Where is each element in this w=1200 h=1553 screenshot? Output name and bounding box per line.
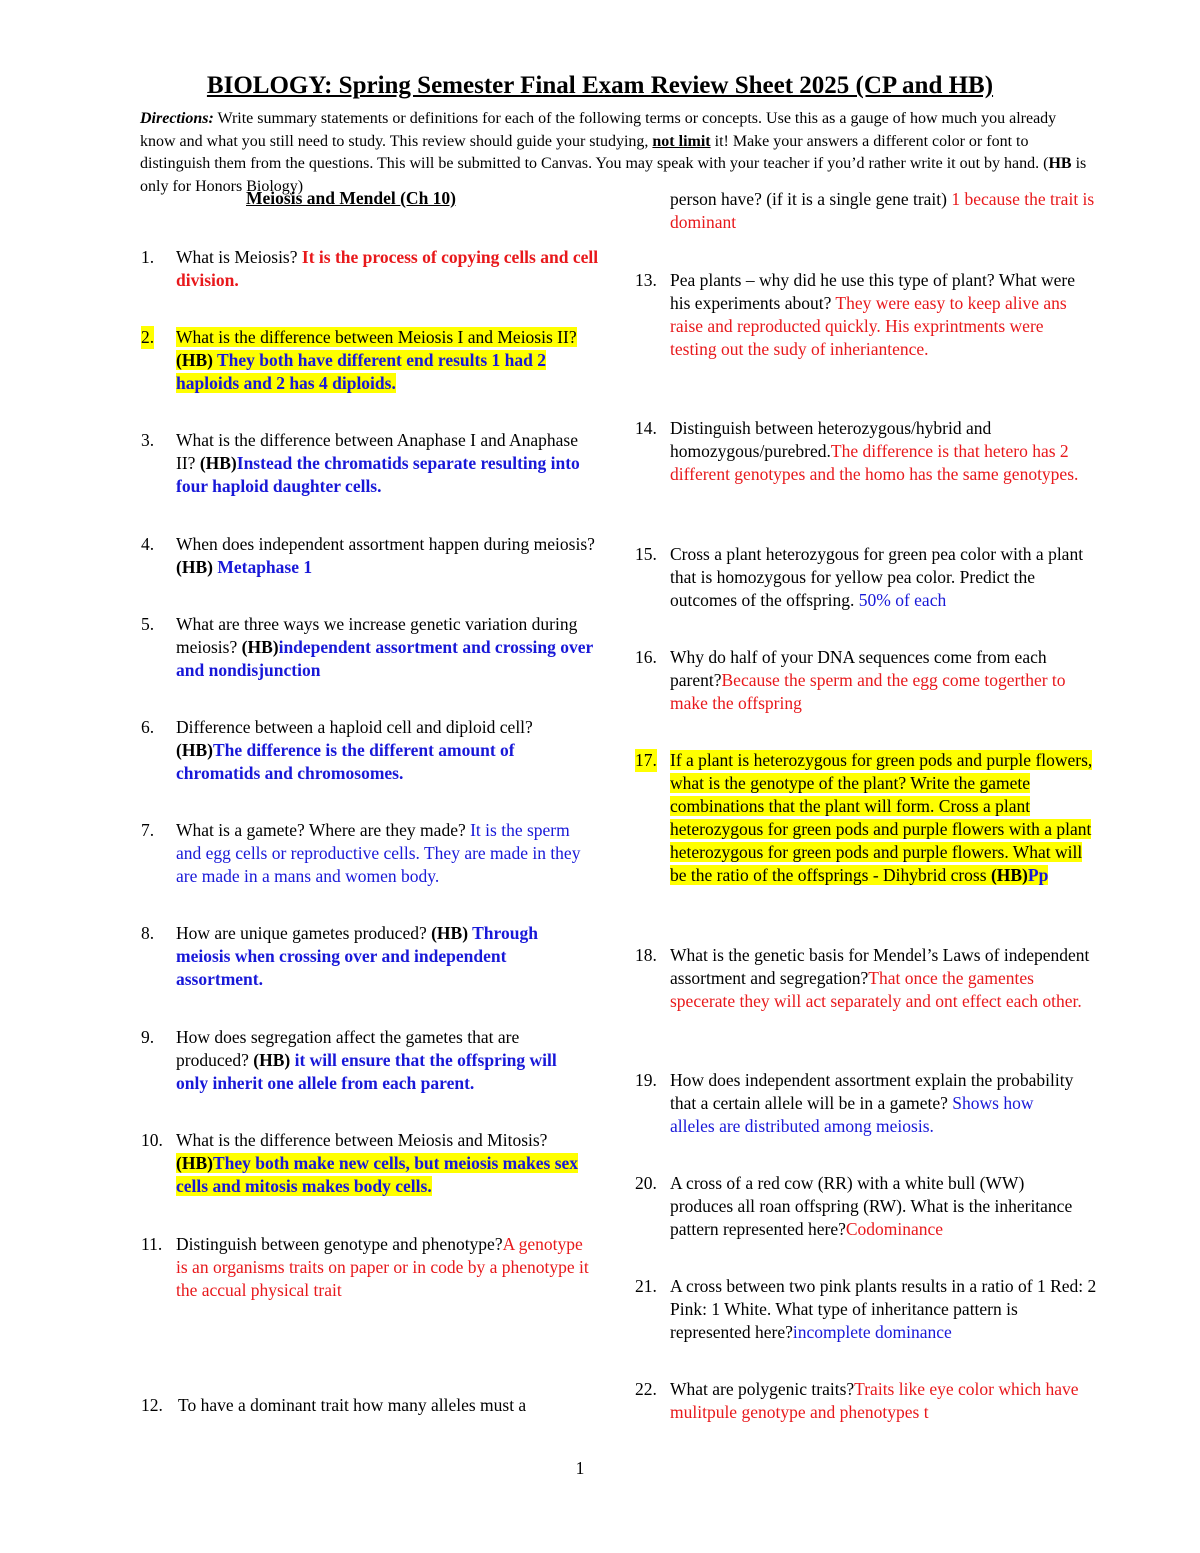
question-text: Pea plants – why did he use this type of plant? What were his experiments about? — [670, 270, 1075, 313]
question-text: Distinguish between genotype and phenotype? — [176, 1234, 503, 1254]
question-number: 4. — [141, 534, 155, 554]
question-text: A cross of a red cow (RR) with a white bull (WW) produces all roan offspring (RW). What is the inheritance pattern represented here? — [670, 1173, 1073, 1239]
question-number: 20. — [635, 1173, 657, 1193]
question-text: What is the difference between Meiosis and Mitosis? — [176, 1130, 548, 1150]
question-number: 17. — [635, 750, 657, 770]
hb-label: (HB) — [199, 453, 237, 473]
question-text: What is Meiosis? — [176, 247, 302, 267]
question-text: When does independent assortment happen during meiosis? — [176, 534, 595, 554]
answer-text: Codominance — [845, 1219, 944, 1239]
directions-label: Directions: — [140, 110, 214, 127]
answer-text: independent assortment and crossing over and nondisjunction — [176, 637, 593, 680]
hb-label: (HB) — [431, 923, 473, 943]
answer-text: The difference is the different amount of chromatids and chromosomes. — [176, 740, 515, 783]
question-number: 3. — [141, 430, 155, 450]
hb-label: (HB) — [253, 1050, 295, 1070]
directions-text-2: it! Make your answers a different color or font to distinguish them from the questions. This will be submitted to Canvas. You may speak with your teacher if you’d rather write it out by hand. ( — [140, 132, 1049, 172]
question-text: Distinguish between heterozygous/hybrid and homozygous/purebred. — [670, 418, 992, 461]
question-text: How does independent assortment explain the probability that a certain allele will be in a gamete? — [670, 1070, 1074, 1113]
answer-text: It is the sperm and egg cells or reproductive cells. They are made in they are made in a mans and women body. — [176, 820, 581, 886]
answer-text: A genotype is an organisms traits on paper or in code by a phenotype it the accual physical trait — [176, 1234, 589, 1300]
hb-label: (HB) — [176, 350, 217, 370]
document-title: BIOLOGY: Spring Semester Final Exam Review Sheet 2025 (CP and HB) — [206, 72, 994, 99]
question-number: 10. — [141, 1130, 163, 1150]
question-number: 18. — [635, 945, 657, 965]
answer-text: They were easy to keep alive ans raise and reproducted quickly. His exprintments were testing out the sudy of inheriantence. — [670, 293, 1067, 359]
section-heading: Meiosis and Mendel (Ch 10) — [246, 188, 456, 208]
question-text: What are three ways we increase genetic variation during meiosis? — [176, 614, 578, 657]
directions-text-1: Write summary statements or definitions for each of the following terms or concepts. Use this as a gauge of how much you already know and what you still need to study. This review should guide your studying, — [140, 110, 1057, 150]
answer-text: They both have different end results 1 had 2 haploids and 2 has 4 diploids. — [176, 350, 546, 393]
hb-label: (HB) — [176, 740, 213, 760]
question-number: 6. — [141, 717, 155, 737]
question-number: 13. — [635, 270, 657, 290]
question-number: 21. — [635, 1276, 657, 1296]
question-number: 15. — [635, 544, 657, 564]
question-number: 14. — [635, 418, 657, 438]
question-text: Cross a plant heterozygous for green pea color with a plant that is homozygous for yellow pea color. Predict the outcomes of the offspring. — [670, 544, 1084, 610]
question-number: 1. — [141, 247, 155, 267]
question-text: What is the difference between Anaphase I and Anaphase II? — [176, 430, 579, 473]
question-text: How does segregation affect the gametes that are produced? — [176, 1027, 520, 1070]
answer-text: Instead the chromatids separate resulting into four haploid daughter cells. — [176, 453, 580, 496]
answer-text: incomplete dominance — [792, 1322, 952, 1342]
hb-abbrev: HB — [1048, 155, 1072, 172]
answer-text: The difference is that hetero has 2 different genotypes and the homo has the same genotypes. — [670, 441, 1079, 484]
answer-text: It is the process of copying cells and cell division. — [176, 247, 599, 290]
answer-text: Through meiosis when crossing over and independent assortment. — [176, 923, 538, 989]
directions-text-3: is only for Honors Biology) — [140, 155, 1087, 195]
question-number: 5. — [141, 614, 155, 634]
hb-label: (HB) — [990, 865, 1028, 885]
question-number: 2. — [141, 327, 155, 347]
answer-text: Traits like eye color which have mulitpule genotype and phenotypes t — [670, 1379, 1079, 1422]
page-number: 1 — [575, 1458, 585, 1478]
question-number: 9. — [141, 1027, 155, 1047]
question-text: Why do half of your DNA sequences come from each parent? — [670, 647, 1047, 690]
hb-label: (HB) — [176, 557, 218, 577]
question-number: 16. — [635, 647, 657, 667]
question-text: What is a gamete? Where are they made? — [176, 820, 471, 840]
question-number: 12. — [141, 1395, 163, 1415]
question-text: What is the difference between Meiosis I and Meiosis II? — [176, 327, 577, 347]
question-number: 11. — [141, 1234, 163, 1254]
hb-label: (HB) — [241, 637, 279, 657]
answer-text: That once the gamentes specerate they will act separately and ont effect each other. — [670, 968, 1082, 1011]
hb-label: (HB) — [176, 1153, 213, 1173]
directions-paragraph — [140, 108, 1090, 198]
answer-text: Shows how alleles are distributed among meiosis. — [670, 1093, 1034, 1136]
answer-text: it will ensure that the offspring will only inherit one allele from each parent. — [176, 1050, 557, 1093]
not-limit-emphasis: not limit — [652, 132, 711, 150]
answer-text: Pp — [1027, 865, 1049, 885]
answer-text: 1 because the trait is dominant — [670, 189, 1095, 232]
question-12-continued: person have? (if it is a single gene trait) 1 because the trait is dominant — [670, 189, 1095, 232]
answer-text: 50% of each — [858, 590, 947, 610]
question-text: If a plant is heterozygous for green pods and purple flowers, what is the genotype of the plant? Write the gamete combinations that the plant will form. Cross a plant heterozygous for green pods and purple flowers with a plant heterozygous for green pods and purple flowers. What will be the ratio of the offsprings - Dihybrid cross — [670, 750, 1093, 885]
question-number: 22. — [635, 1379, 657, 1399]
answer-text: They both make new cells, but meiosis makes sex cells and mitosis makes body cells. — [176, 1153, 579, 1196]
question-text: What is the genetic basis for Mendel’s Laws of independent assortment and segregation? — [670, 945, 1090, 988]
answer-text: Because the sperm and the egg come togerther to make the offspring — [670, 670, 1066, 713]
question-text: How are unique gametes produced? — [176, 923, 432, 943]
question-number: 19. — [635, 1070, 657, 1090]
question-text: What are polygenic traits? — [670, 1379, 855, 1399]
question-number: 8. — [141, 923, 155, 943]
question-number: 7. — [141, 820, 155, 840]
answer-text: Metaphase 1 — [217, 557, 313, 577]
question-text: A cross between two pink plants results in a ratio of 1 Red: 2 Pink: 1 White. What type of inheritance pattern is represented here? — [670, 1276, 1097, 1342]
question-text: Difference between a haploid cell and diploid cell? — [176, 717, 533, 737]
